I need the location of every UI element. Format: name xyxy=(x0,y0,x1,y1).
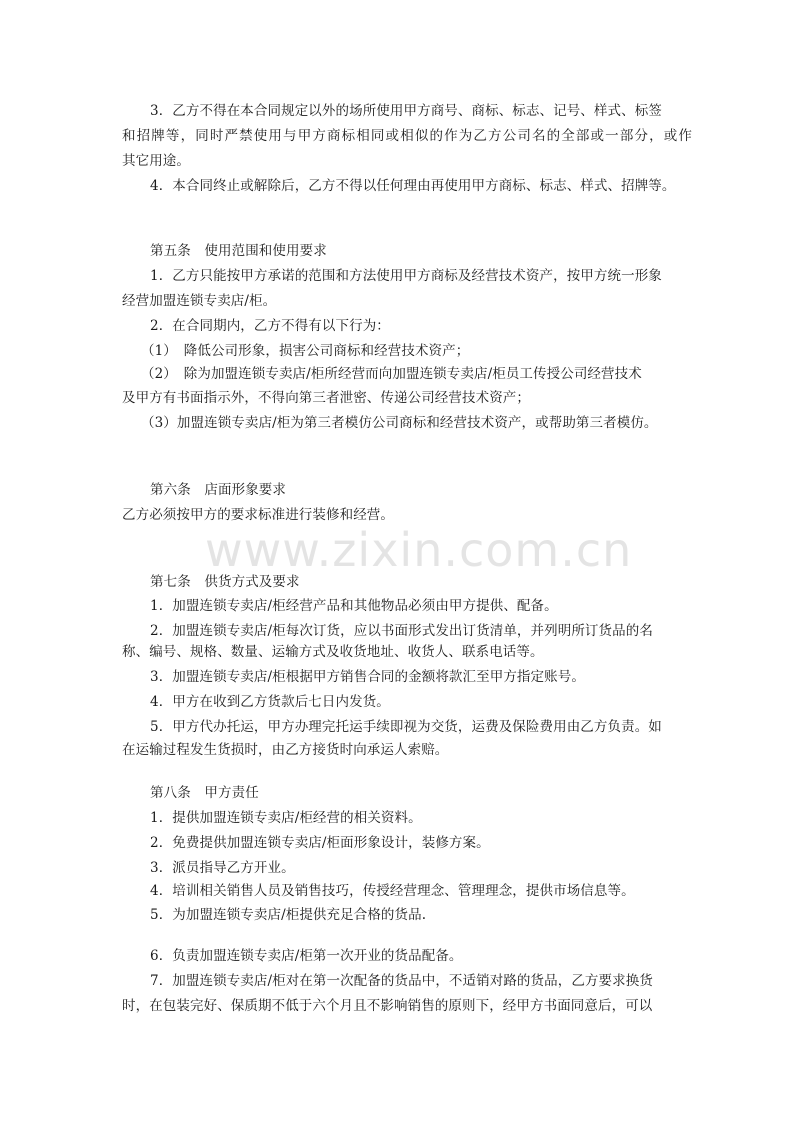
clause-line: 和招牌等，同时严禁使用与甲方商标相同或相似的作为乙方公司名的全部或一部分，或作 xyxy=(122,128,692,144)
clause-line: 及甲方有书面指示外，不得向第三者泄密、传递公司经营技术资产； xyxy=(122,390,530,406)
clause-line: 5．为加盟连锁专卖店/柜提供充足合格的货品. xyxy=(150,907,427,923)
clause-line: 1．提供加盟连锁专卖店/柜经营的相关资料。 xyxy=(150,810,422,826)
clause-line: 经营加盟连锁专卖店/柜。 xyxy=(122,293,277,309)
clause-line: 4．本合同终止或解除后，乙方不得以任何理由再使用甲方商标、标志、样式、招牌等。 xyxy=(150,178,676,194)
clause-line: 4．培训相关销售人员及销售技巧，传授经营理念、管理理念，提供市场信息等。 xyxy=(150,883,635,899)
clause-line: 7．加盟连锁专卖店/柜对在第一次配备的货品中，不适销对路的货品，乙方要求换货 xyxy=(150,973,653,989)
clause-line: 称、编号、规格、数量、运输方式及收货地址、收货人、联系电话等。 xyxy=(122,644,544,660)
clause-line: 2．在合同期内，乙方不得有以下行为： xyxy=(150,318,390,334)
clause-line: 6．负责加盟连锁专卖店/柜第一次开业的货品配备。 xyxy=(150,948,463,964)
clause-line: （1） 降低公司形象，损害公司商标和经营技术资产； xyxy=(141,343,470,359)
clause-line: 在运输过程发生货损时，由乙方接货时向承运人索赔。 xyxy=(122,742,449,758)
clause-line: （3）加盟连锁专卖店/柜为第三者模仿公司商标和经营技术资产，或帮助第三者模仿。 xyxy=(141,415,658,431)
clause-line: 3．派员指导乙方开业。 xyxy=(150,860,295,876)
clause-line: 3．加盟连锁专卖店/柜根据甲方销售合同的金额将款汇至甲方指定账号。 xyxy=(150,669,585,685)
clause-line: 3．乙方不得在本合同规定以外的场所使用甲方商号、商标、标志、记号、样式、标签 xyxy=(150,103,662,119)
article-heading: 第八条 甲方责任 xyxy=(150,785,259,801)
article-heading: 第五条 使用范围和使用要求 xyxy=(150,243,327,259)
clause-line: 其它用途。 xyxy=(122,153,190,169)
clause-line: 2．免费提供加盟连锁专卖店/柜面形象设计，装修方案。 xyxy=(150,835,490,851)
clause-line: 2．加盟连锁专卖店/柜每次订货，应以书面形式发出订货清单，并列明所订货品的名 xyxy=(150,623,653,639)
clause-line: 5．甲方代办托运，甲方办理完托运手续即视为交货，运费及保险费用由乙方负责。如 xyxy=(150,719,662,735)
watermark: www.zixin.com.cn xyxy=(205,523,633,577)
article-heading: 第六条 店面形象要求 xyxy=(150,482,286,498)
clause-line: 乙方必须按甲方的要求标准进行装修和经营。 xyxy=(122,507,394,523)
clause-line: （2） 除为加盟连锁专卖店/柜所经营而向加盟连锁专卖店/柜员工传授公司经营技术 xyxy=(141,366,642,382)
clause-line: 1．加盟连锁专卖店/柜经营产品和其他物品必须由甲方提供、配备。 xyxy=(150,598,558,614)
clause-line: 时，在包装完好、保质期不低于六个月且不影响销售的原则下，经甲方书面同意后，可以 xyxy=(122,998,653,1014)
article-heading: 第七条 供货方式及要求 xyxy=(150,574,300,590)
clause-line: 1．乙方只能按甲方承诺的范围和方法使用甲方商标及经营技术资产，按甲方统一形象 xyxy=(150,268,662,284)
clause-line: 4．甲方在收到乙方货款后七日内发货。 xyxy=(150,694,390,710)
